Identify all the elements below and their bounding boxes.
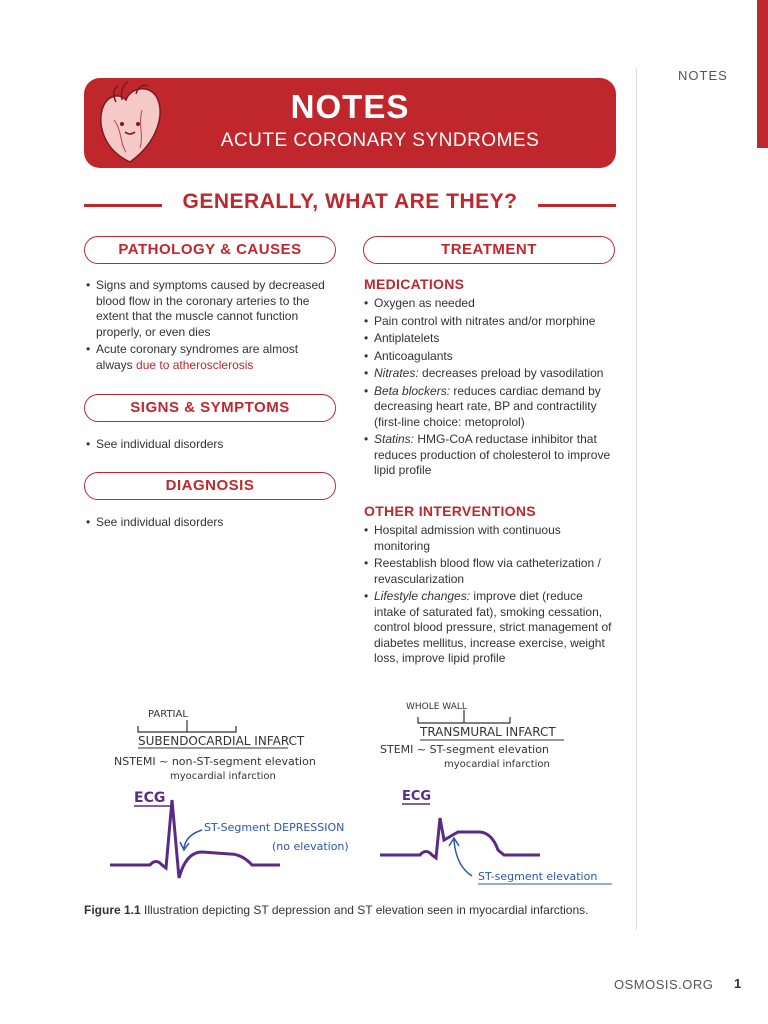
page-edge-tab	[757, 0, 768, 148]
nstemi-label: NSTEMI ~ non-ST-segment elevation	[114, 755, 316, 768]
ecg-right-label: ECG	[402, 789, 432, 804]
list-item-text: Acute coronary syndromes are almost always	[96, 342, 299, 372]
lifestyle-label: Lifestyle changes:	[374, 589, 471, 603]
list-item: • Pain control with nitrates and/or morphine	[364, 314, 618, 330]
lifestyle-text: improve diet (reduce intake of saturated fat), smoking cessation, control blood pressure, strict management of diabetes mellitus, increase exercise, weight loss, improve lipid profile	[374, 589, 612, 665]
list-item: • Hospital admission with continuous monitoring	[364, 523, 618, 554]
page-title: NOTES	[290, 88, 410, 125]
pathology-list	[86, 278, 336, 375]
nstemi-sub-label: myocardial infarction	[170, 771, 276, 782]
ecg-left-label: ECG	[134, 790, 166, 806]
ecg-figure	[80, 690, 620, 895]
list-item: • Anticoagulants	[364, 349, 618, 365]
list-item	[364, 589, 618, 667]
stemi-label: STEMI ~ ST-segment elevation	[380, 743, 549, 756]
statins-text: HMG-CoA reductase inhibitor that reduces production of cholesterol to improve lipid profile	[374, 432, 611, 477]
medications-heading: MEDICATIONS	[364, 276, 465, 292]
list-item	[364, 432, 618, 479]
beta-blockers-text: reduces cardiac demand by decreasing heart rate, BP and contractility (first-line choice: metoprolol)	[374, 383, 601, 429]
page-number: 1	[734, 976, 742, 991]
beta-blockers-label: Beta blockers:	[374, 383, 451, 398]
partial-bracket	[138, 720, 236, 732]
diagnosis-list	[86, 515, 336, 533]
list-item: • Reestablish blood flow via catheterization / revascularization	[364, 556, 618, 587]
signs-list	[86, 437, 336, 455]
other-interventions-heading: OTHER INTERVENTIONS	[364, 503, 536, 519]
section-heading	[84, 188, 616, 220]
treatment-heading: TREATMENT	[363, 236, 615, 264]
whole-wall-label: WHOLE WALL	[406, 702, 467, 712]
section-heading-text: GENERALLY, WHAT ARE THEY?	[182, 190, 518, 213]
figure-caption-text: Illustration depicting ST depression and ST elevation seen in myocardial infarctions.	[140, 903, 589, 917]
page-subtitle: ACUTE CORONARY SYNDROMES	[220, 130, 540, 151]
list-item: • See individual disorders	[86, 515, 336, 531]
list-item: • Oxygen as needed	[364, 296, 618, 312]
stemi-sub-label: myocardial infarction	[444, 759, 550, 770]
elevation-arrow	[449, 838, 472, 876]
ecg-depression-trace	[110, 800, 280, 878]
list-item	[364, 366, 618, 382]
pathology-heading: PATHOLOGY & CAUSES	[84, 236, 336, 264]
depression-arrow	[180, 830, 202, 850]
side-notes-label: NOTES	[678, 68, 728, 83]
ecg-elevation-trace	[380, 818, 540, 858]
figure-caption-label: Figure 1.1	[84, 903, 141, 917]
diagnosis-heading: DIAGNOSIS	[84, 472, 336, 500]
list-item: • Signs and symptoms caused by decreased blood flow in the coronary arteries to the extent that the muscle cannot function properly, or even dies	[86, 278, 336, 340]
other-interventions-list	[364, 523, 618, 669]
header-banner	[84, 78, 616, 168]
no-elevation-label: (no elevation)	[272, 840, 349, 853]
partial-label: PARTIAL	[148, 709, 188, 720]
statins-label: Statins:	[374, 432, 415, 446]
subendocardial-label: SUBENDOCARDIAL INFARCT	[138, 734, 305, 748]
footer-site[interactable]: OSMOSIS.ORG	[614, 977, 714, 992]
transmural-label: TRANSMURAL INFARCT	[420, 725, 556, 739]
heading-rule-right	[538, 204, 616, 207]
atherosclerosis-link[interactable]: due to atherosclerosis	[136, 357, 254, 372]
signs-heading: SIGNS & SYMPTOMS	[84, 394, 336, 422]
list-item: • Antiplatelets	[364, 331, 618, 347]
nitrates-label: Nitrates:	[374, 366, 419, 380]
list-item	[86, 342, 336, 373]
medications-list	[364, 296, 618, 481]
margin-rule	[636, 68, 637, 930]
st-elevation-label: ST-segment elevation	[478, 870, 598, 883]
st-depression-label: ST-Segment DEPRESSION	[204, 821, 345, 834]
nitrates-text: decreases preload by vasodilation	[418, 366, 604, 380]
figure-caption	[84, 903, 624, 917]
list-item: • See individual disorders	[86, 437, 336, 453]
heading-rule-left	[84, 204, 162, 207]
list-item	[364, 384, 618, 431]
